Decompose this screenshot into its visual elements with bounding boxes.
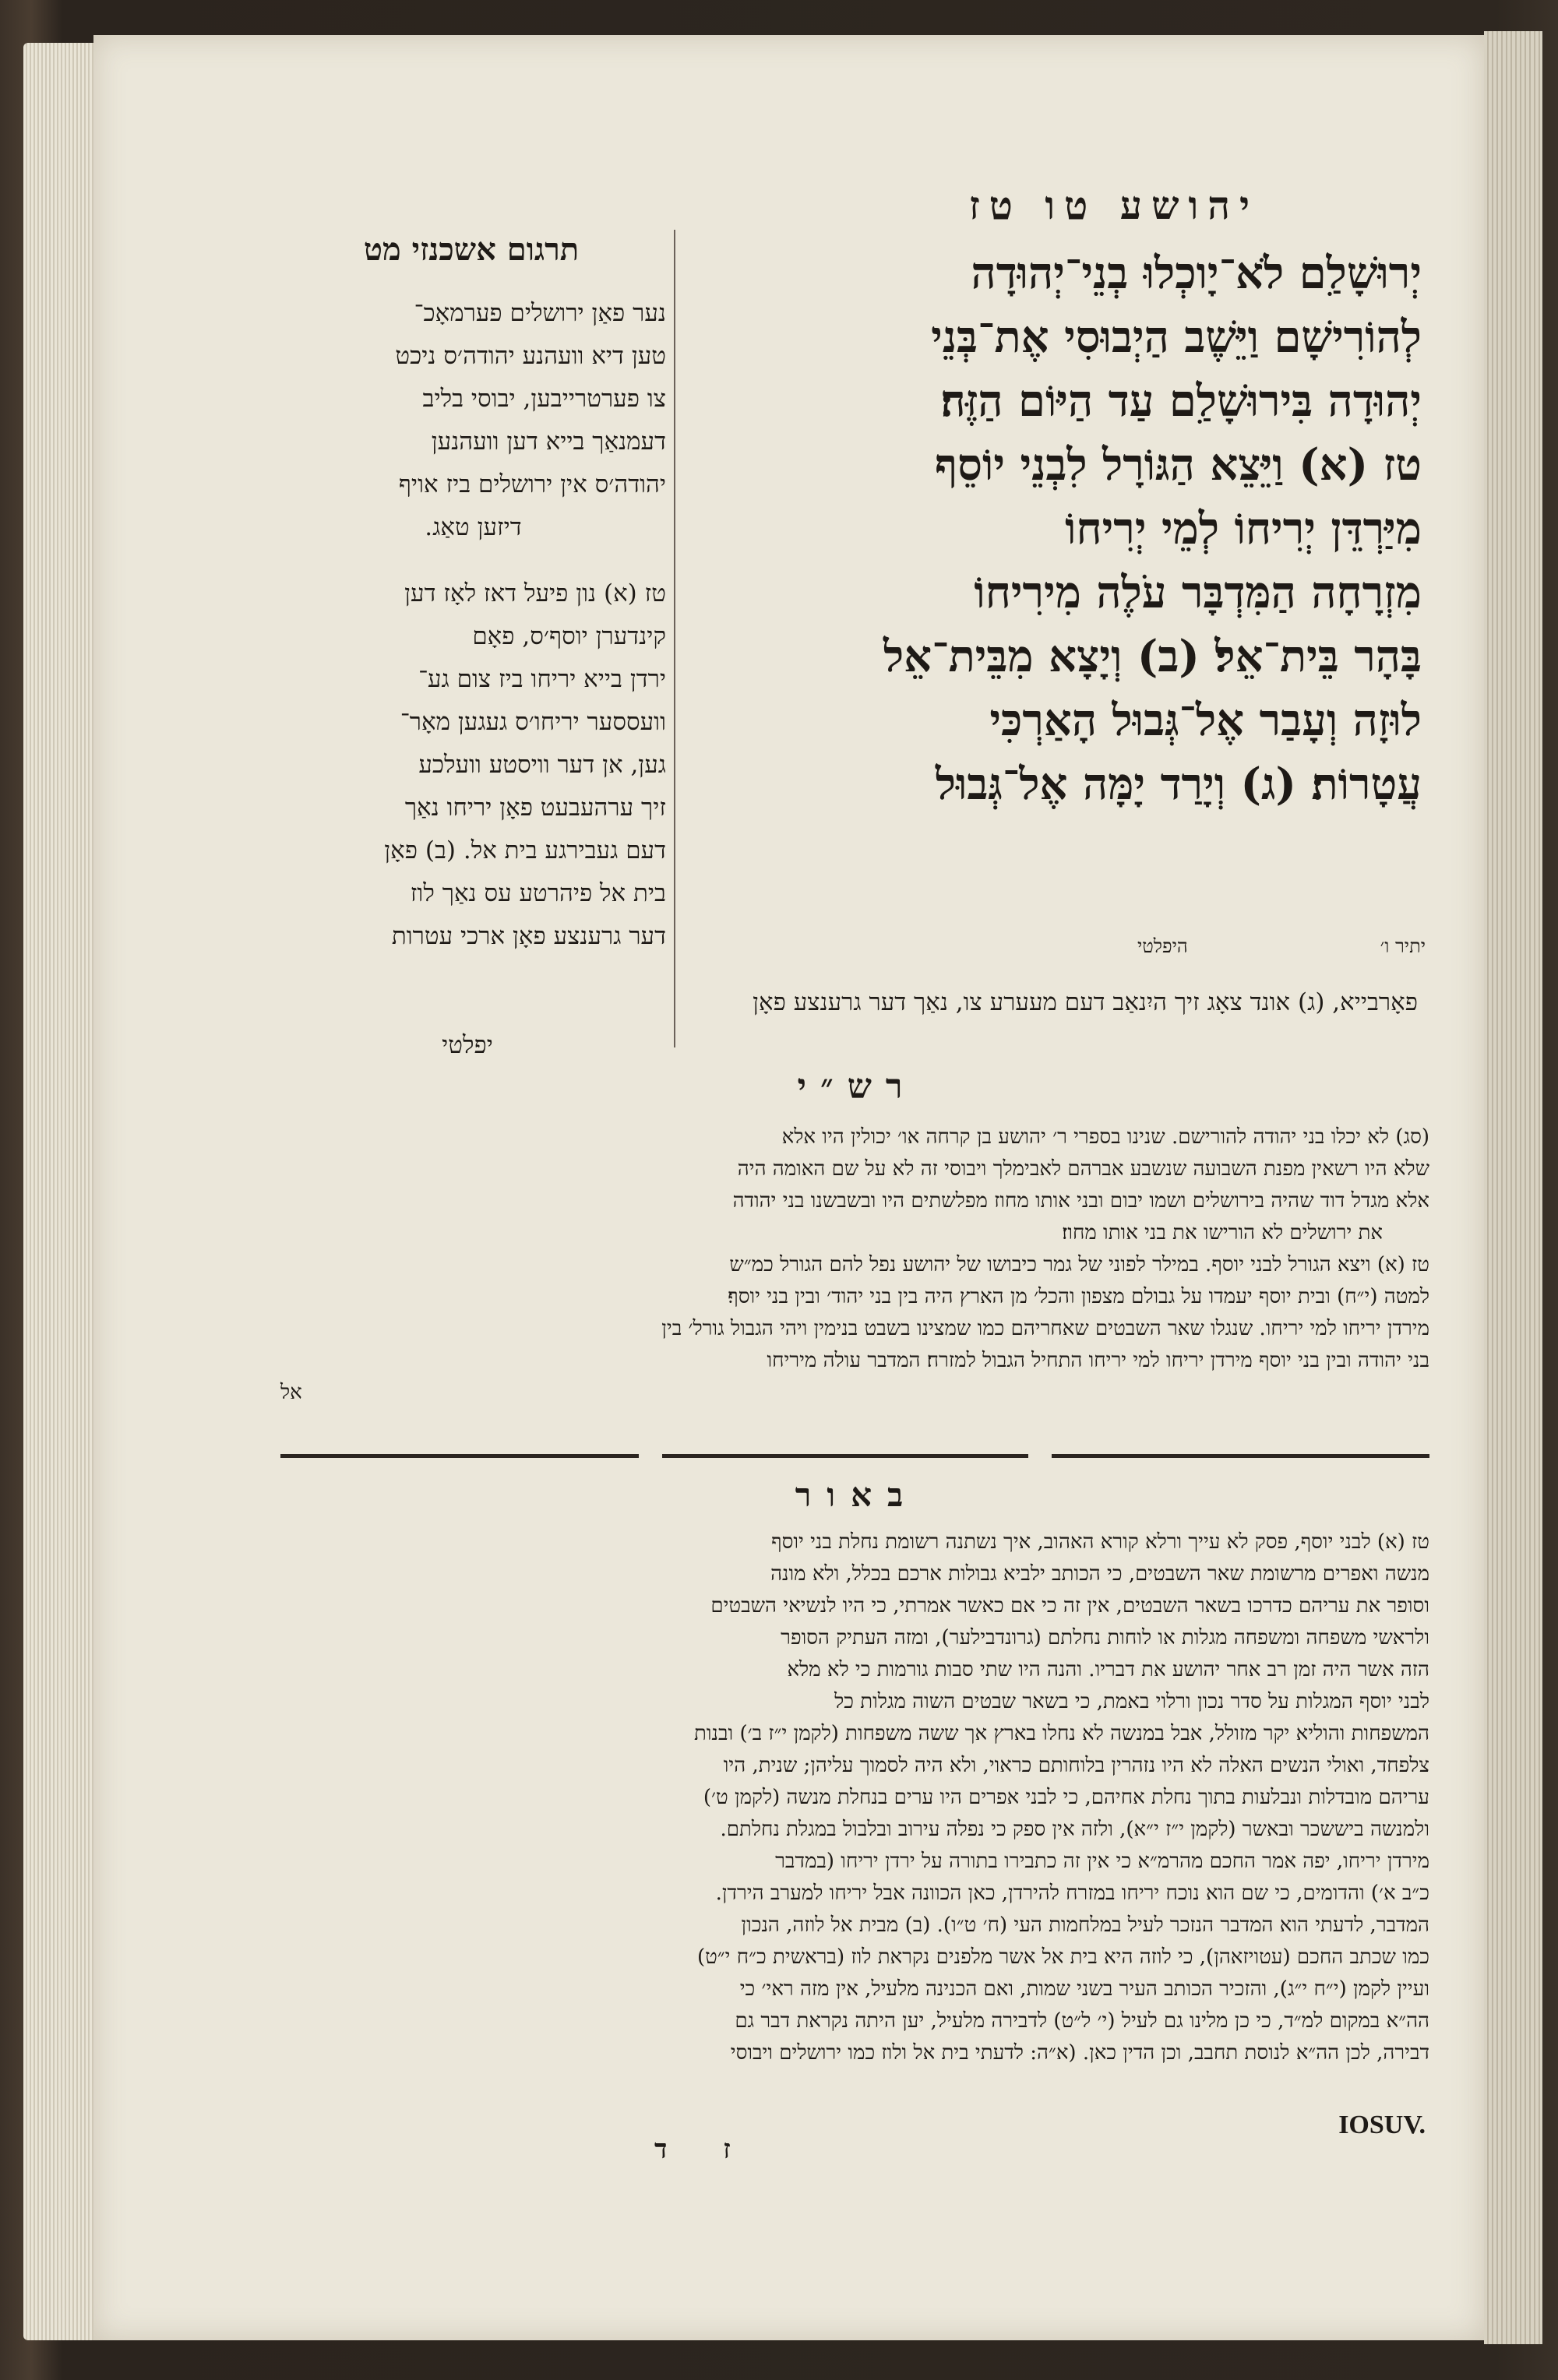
translation-tail: יפלטי [442,1031,493,1059]
right-page-edges [1484,31,1542,2344]
side-text-line: דעמנאַך בייא דען וועהנען [431,428,666,456]
section-rule [1052,1454,1429,1458]
main-running-title: יהושע טו טז [968,182,1260,228]
side-text-line: טען דיא וועהנע יהודה׳ס ניכט [395,342,666,370]
side-text-line: יהודה׳ס אין ירושלים ביז אויף [398,470,666,498]
biur-line: טז (א) לבני יוסף, פסק לא עייך ורלא קורא האהוב, איך נשתנה רשומת נחלת בני יוסף [771,1530,1429,1554]
rashi-line: אל [280,1381,302,1404]
biur-commentary [280,1526,1429,2069]
side-text-line: דער גרענצע פאָן ארכי עטרות [391,922,666,950]
main-text-line: לוּזָה וְעָבַר אֶל־גְּבוּל הָאַרְכִּי [989,695,1422,746]
biur-line: הזה אשר היה זמן רב אחר יהושע את דבריו. והנה היו שתי סבות גורמות כי לא מלא [787,1658,1429,1681]
side-text-line: דיזען טאַג. [425,513,522,541]
rashi-commentary [280,1121,1429,1409]
side-running-title: תרגום אשכנזי מט [363,231,580,268]
rashi-line: טז (א) ויצא הגורל לבני יוסף. במילר לפוני של גמר כיבושו של יהושע נפל להם הגורל כמ״ש [729,1253,1429,1276]
column-divider [674,230,675,1047]
biur-line: מירדן יריחו, יפה אמר החכם מהרמ״א כי אין זה כתבירו בתורה על ירדן יריחו (במדבר [775,1850,1429,1873]
rashi-line: את ירושלים לא הורישו את בני אותו מחוז׃ [1062,1221,1383,1245]
side-text-line: ירדן בייא יריחו ביז צום גע־ [418,665,666,693]
biur-line: כמו שכתב החכם (עטויזאהן), כי לוזה היא בית אל אשר מלפנים נקראת לוז (בראשית כ״ח י״ט) [696,1945,1429,1969]
side-text-block-2 [280,572,666,958]
main-text-line: מִיַּרְדֵּן יְרִיחוֹ לְמֵי יְרִיחוֹ [1065,503,1422,555]
side-text-block [280,292,666,549]
side-text-line: וועססער יריחו׳ס געגען מאָר־ [400,708,666,736]
main-text-line: טז (א) וַיֵּצֵא הַגּוֹרָל לִבְנֵי יוֹסֵף [935,439,1422,491]
side-text-line: זיך ערהעבעט פאָן יריחו נאַך [404,794,666,822]
signature-mark: ז ד [654,2134,754,2165]
rashi-line: בני יהודה ובין בני יוסף מירדן יריחו למי יריחו התחיל הגבול למזרח׃ המדבר עולה מיריחו [767,1349,1429,1372]
side-text-line: בית אל פיהרטע עס נאַך לוז [410,879,666,907]
side-text-line: גען, אן דער וויסטע וועלכע [418,751,666,779]
biur-line: צלפחד, ואולי הנשים האלה לא היו נזהרין בלוחותם כראוי, ולא היה לסמוך עליהן; שנית, היו [723,1754,1429,1777]
biur-line: המשפחות והוליא יקר מזולל, אבל במנשה לא נחלו בארץ אך ששה משפחות (לקמן י״ז ב׳) ובנות [694,1722,1429,1745]
biur-line: ועיין לקמן (י״ח י״ג), והזכיר הכותב העיר בשני שמות, ואם הכנינה מלעיל, אין מזה ראי׳ כי [739,1977,1429,2001]
biur-line: המדבר, לדעתי הוא המדבר הנזכר לעיל במלחמות העי (ח׳ ט״ו). (ב) מבית אל לוזה, הנכון [741,1914,1429,1937]
biur-line: דבירה, לכן הה״א לנוסת תחבב, וכן הדין כאן. (א״ה: לדעתי בית אל ולוז כמו ירושלים ויבוסי [730,2041,1429,2065]
translation-continuation-line: פאָרבייא, (ג) אונד צאָג זיך היִנאַב דעם מעערע צו, נאַך דער גרענצע פאָן [753,988,1418,1016]
side-text-line: קינדערן יוסף׳ס, פאָם [472,622,666,650]
biur-line: ולמנשה ביששכר ובאשר (לקמן י״ז י״א), ולזה אין ספק כי נפלה עירוב ובלבול במגלת נחלתם. [720,1818,1429,1841]
biur-line: וסופר את עריהם כדרכו בשאר השבטים, אין זה כי אם כאשר אמרתי, כי היו לנשיאי השבטים [710,1594,1429,1618]
main-text-line: לְהוֹרִישָׁם וַיֵּשֶׁב הַיְבוּסִי אֶת־בְּנֵי [931,312,1422,363]
catchword-left: היפלטי [1137,935,1188,957]
biur-line: לבני יוסף המגלות על סדר נכון ורלוי באמת, כי בשאר שבטים השוה מגלות כל [834,1690,1429,1713]
rashi-line: (סג) לא יכלו בני יהודה להורישם. שנינו בספרי ר׳ יהושע בן קרחה או׳ יכולין היו אלא [781,1125,1429,1149]
main-text-line: יְהוּדָה בִּירוּשָׁלִַם עַד הַיּוֹם הַזֶּה׃ [940,375,1422,427]
biur-line: עריהם מובדלות ונבלעות בתוך נחלת אחיהם, כי לבני אפרים היו ערים בנחלת מנשה (לקמן ט׳) [703,1786,1429,1809]
main-text-line: יְרוּשָׁלִַם לֹא־יָוכְלוּ בְנֵי־יְהוּדָה [971,248,1422,299]
main-text-line: עֲטָרוֹת׃ (ג) וְיָרַד יָמָּה אֶל־גְּבוּל [935,759,1422,810]
side-text-line: טז (א) נון פיעל דאז לאָז דען [404,579,666,607]
side-text-line: דעם געבירגע בית אל. (ב) פאָן [384,836,666,864]
rashi-title: רש״י [797,1067,917,1107]
rashi-line: אלא מגדל דוד שהיה בירושלים ושמו יבום ובני אותו מחוז מפלשתים היו ובשבשנו בני יהודה [732,1189,1429,1213]
main-text-line: בָּהָר בֵּית־אֵל׃ (ב) וְיָצָא מִבֵּית־אֵל [883,631,1422,682]
biur-line: כ״ב א׳) והדומים, כי שם הוא נוכח יריחו במזרח להירדן, כאן הכוונה אבל יריחו למערב הירדן. [715,1882,1429,1905]
rashi-line: למטה (י״ח) ובית יוסף יעמדו על גבולם מצפון והכל׳ מן הארץ היה בין בני יהוד׳ ובין בני יוסף׃ [728,1285,1429,1308]
main-text-line: מִזְרָחָה הַמִּדְבָּר עֹלֶה מִירִיחוֹ [974,567,1422,618]
biur-line: ולראשי משפחה ומשפחה מגלות או לוחות נחלתם (גרונדבילער), ומזה העתיק הסופר [781,1626,1429,1649]
side-text-line: נער פאַן ירושלים פערמאָכ־ [414,299,666,327]
biur-line: מנשה ואפרים מרשומת שאר השבטים, כי הכותב ילביא גבולות ארכם בכלל, ולא מונה [770,1562,1429,1586]
side-text-line: צו פערטרייבען, יבוסי בליב [422,385,666,413]
section-rule [280,1454,639,1458]
main-text-block [701,241,1422,816]
rashi-line: מירדן יריחו למי יריחו. שנגלו שאר השבטים שאחריהם כמו שמצינו בשבט בנימין ויהי הגבול גורל׳ בין [661,1317,1429,1340]
biur-title: באור [795,1476,919,1514]
section-rule [662,1454,1028,1458]
biur-line: הה״א במקום למ״ד, כי כן מלינו גם לעיל (י׳ ל״ט) לדבירה מלעיל, יען היתה נקראת דבר גם [735,2009,1429,2033]
rashi-line: שלא היו רשאין מפנת השבועה שנשבע אברהם לאבימלך ויבוסי זה לא על שם האומה היה [737,1157,1429,1181]
book-page [93,35,1484,2340]
catchword-right: יתיר ו׳ [1380,935,1426,957]
catchword-latin: IOSUV. [1338,2111,1426,2139]
